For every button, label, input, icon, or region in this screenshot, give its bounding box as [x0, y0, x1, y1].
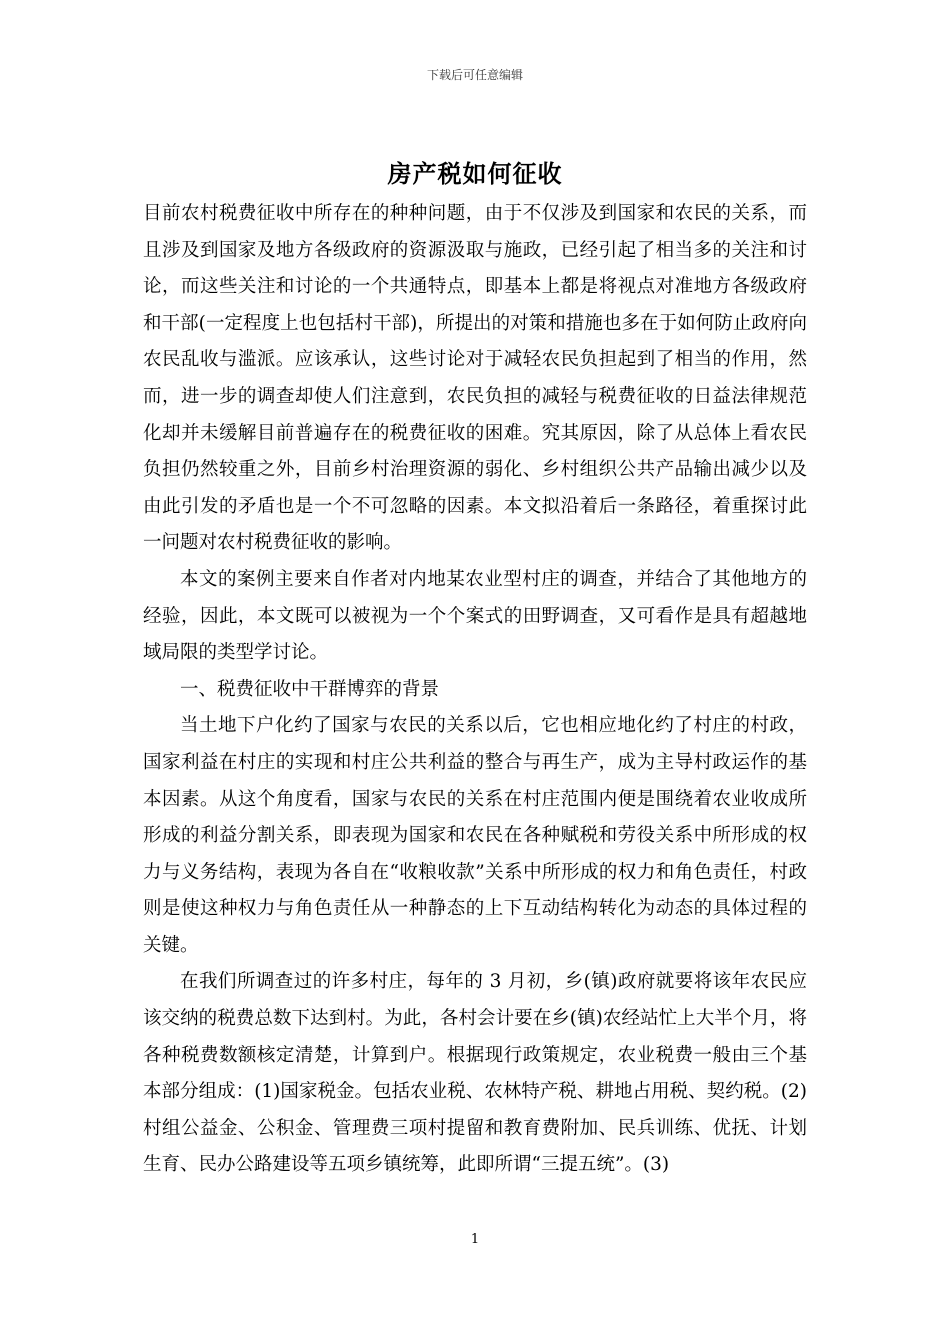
page-number: 1: [470, 1232, 480, 1247]
paragraph-tax-process: 在我们所调查过的许多村庄，每年的 3 月初，乡(镇)政府就要将该年农民应该交纳的税费总数下达到村。为此，各村会计要在乡(镇)农经站忙上大半个月，将各种税费数额核定清楚，计算到户。根据现行政策规定，农业税费一般由三个基本部分组成：(1)国家税金。包括农业税、农林特产税、耕地占用税、契约税。(2)村组公益金、公积金、管理费三项村提留和教育费附加、民兵训练、优抚、计划生育、民办公路建设等五项乡镇统筹，此即所谓“三提五统”。(3): [143, 971, 807, 1176]
paragraph-case: 本文的案例主要来自作者对内地某农业型村庄的调查，并结合了其他地方的经验，因此，本文既可以被视为一个个案式的田野调查，又可看作是具有超越地域局限的类型学讨论。: [143, 568, 807, 664]
paragraph-intro: 目前农村税费征收中所存在的种种问题，由于不仅涉及到国家和农民的关系，而且涉及到国家及地方各级政府的资源汲取与施政，已经引起了相当多的关注和讨论，而这些关注和讨论的一个共通特点，即基本上都是将视点对准地方各级政府和干部(一定程度上也包括村干部)，所提出的对策和措施也多在于如何防止政府向农民乱收与滥派。应该承认，这些讨论对于减轻农民负担起到了相当的作用，然而，进一步的调查却使人们注意到，农民负担的减轻与税费征收的日益法律规范化却并未缓解目前普遍存在的税费征收的困难。究其原因，除了从总体上看农民负担仍然较重之外，目前乡村治理资源的弱化、乡村组织公共产品输出减少以及由此引发的矛盾也是一个不可忽略的因素。本文拟沿着后一条路径，着重探讨此一问题对农村税费征收的影响。: [143, 203, 807, 554]
section-heading: 一、税费征收中干群博弈的背景: [180, 678, 440, 700]
header-note: 下载后可任意编辑: [426, 68, 523, 82]
paragraph-background: 当土地下户化约了国家与农民的关系以后，它也相应地化约了村庄的村政，国家利益在村庄的实现和村庄公共利益的整合与再生产，成为主导村政运作的基本因素。从这个角度看，国家与农民的关系在村庄范围内便是围绕着农业收成所形成的利益分割关系，即表现为国家和农民在各种赋税和劳役关系中所形成的权力与义务结构，表现为各自在“收粮收款”关系中所形成的权力和角色责任，村政则是使这种权力与角色责任从一种静态的上下互动结构转化为动态的具体过程的关键。: [143, 715, 807, 956]
document-body: [143, 196, 807, 1184]
document-title: 房产税如何征收: [387, 160, 563, 188]
